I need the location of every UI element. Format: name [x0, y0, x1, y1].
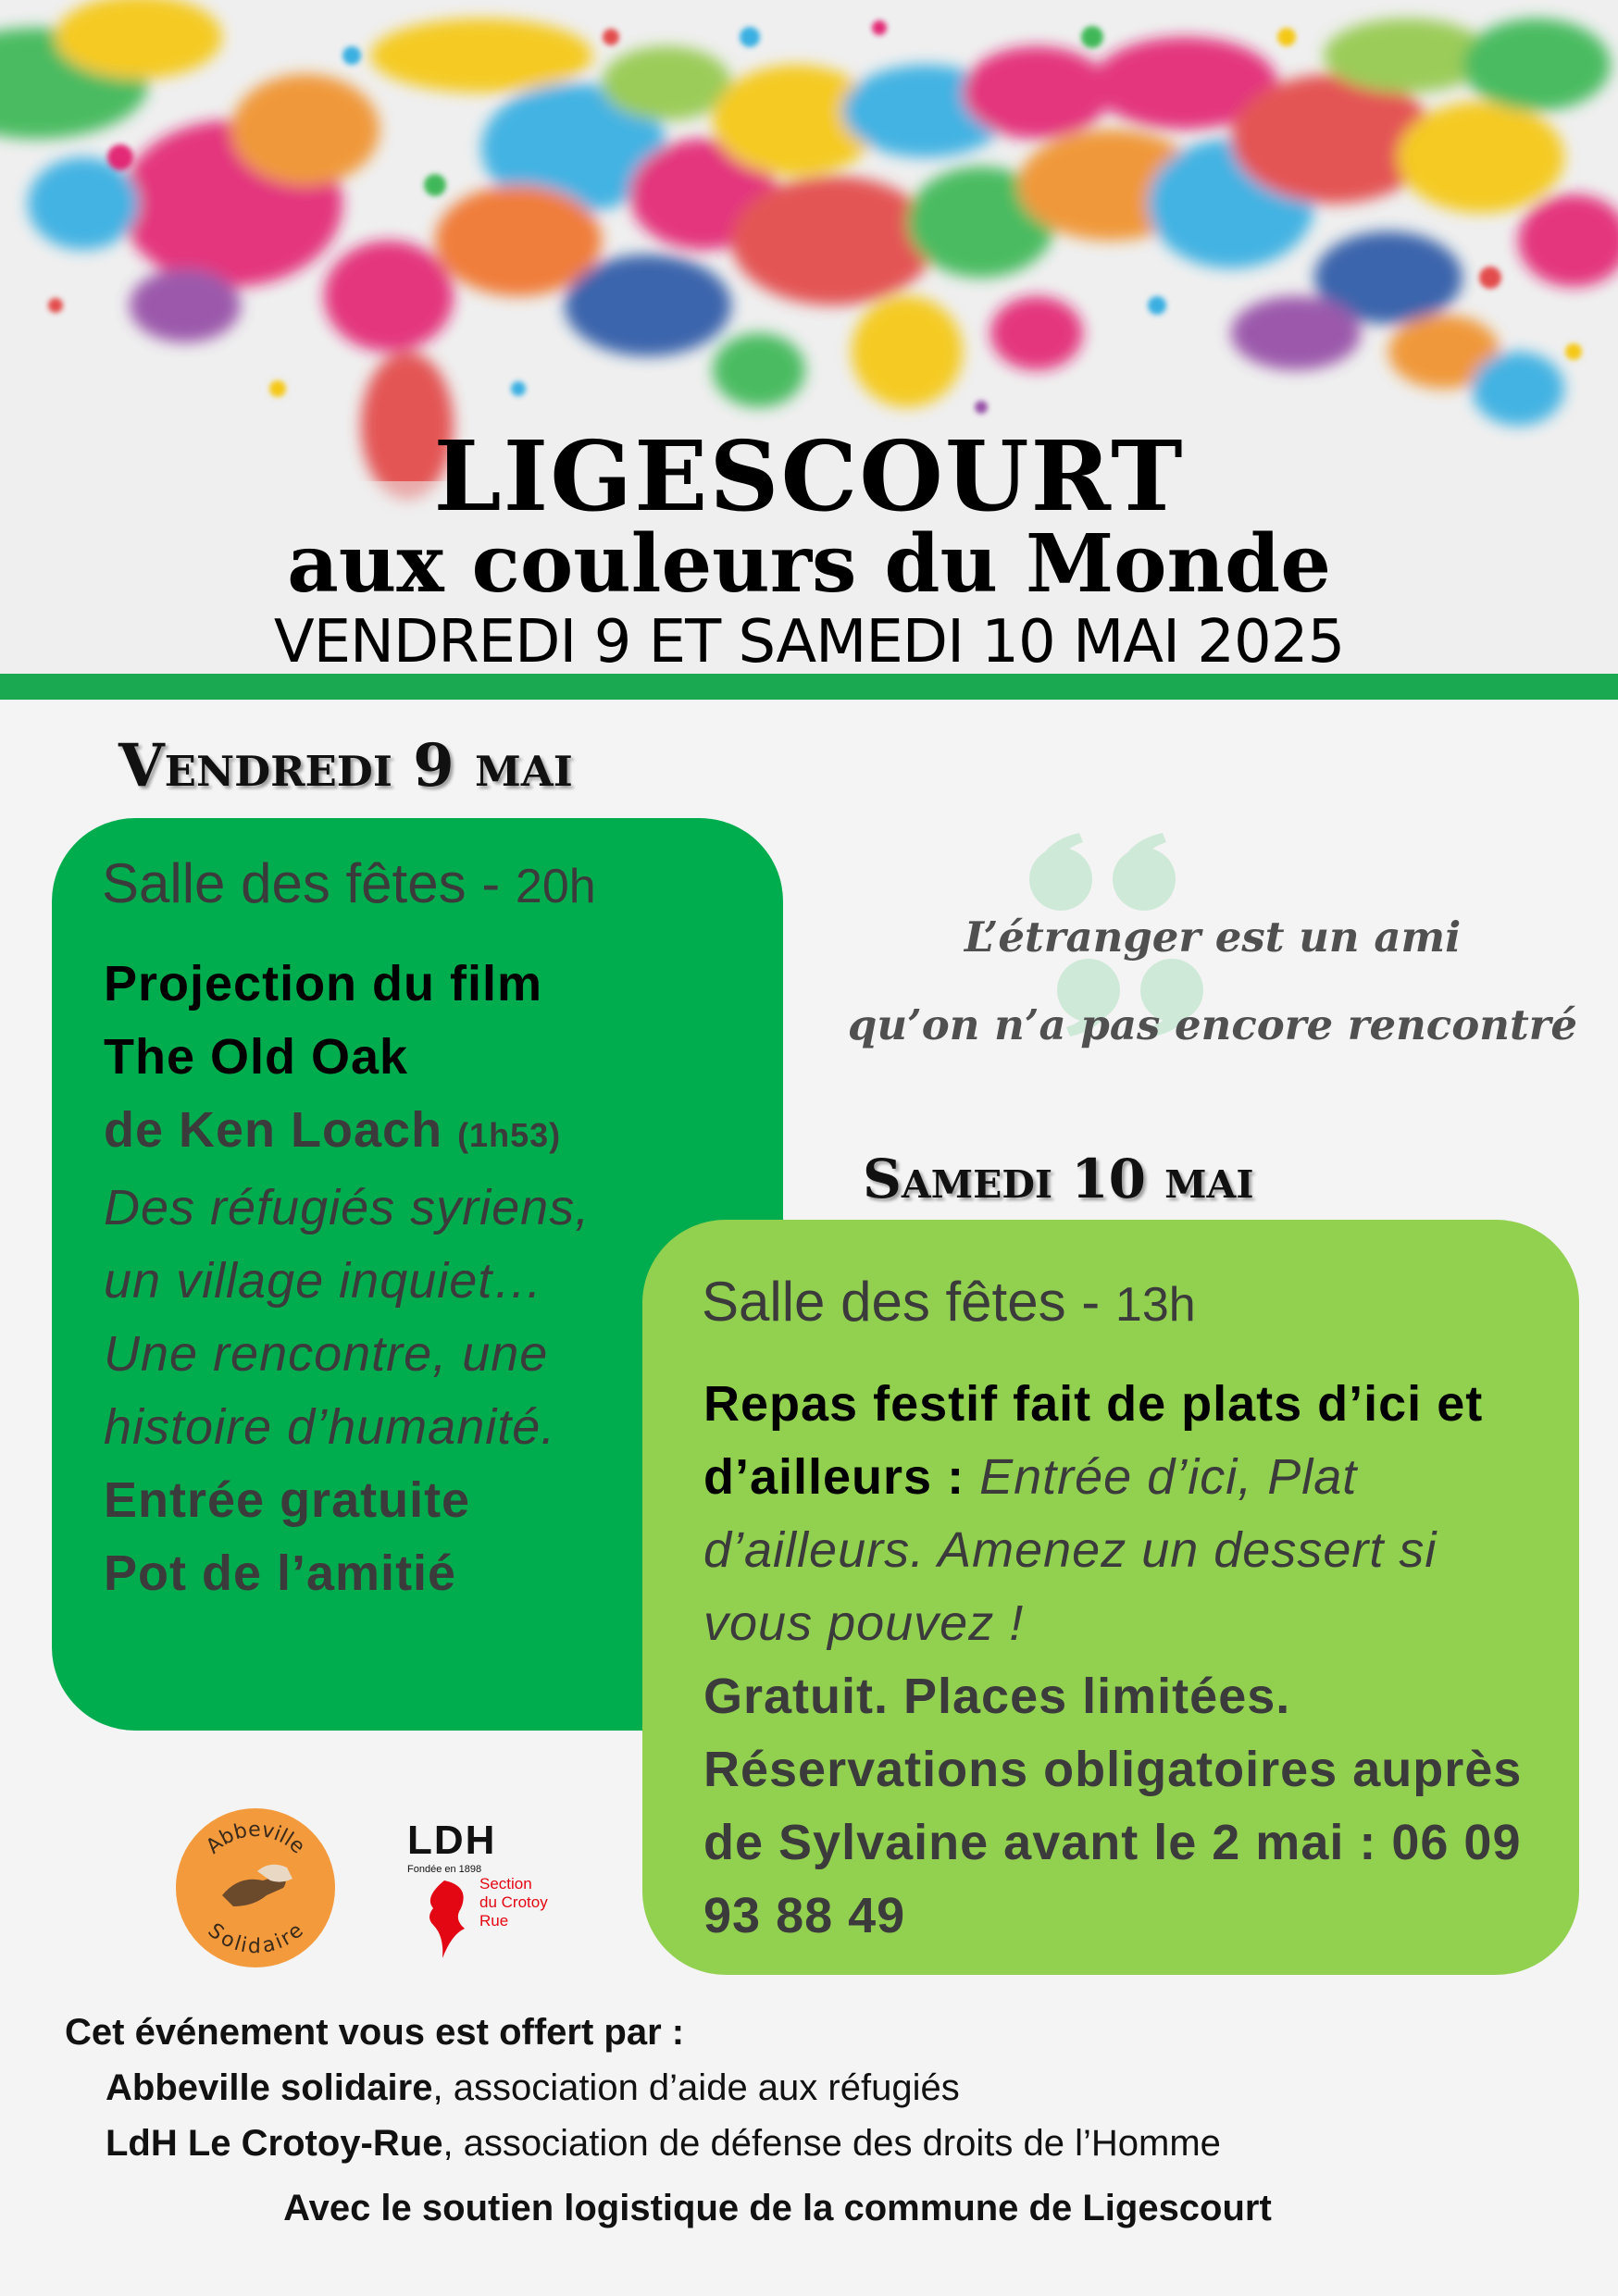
title-block: [0, 419, 1618, 674]
ldh-section-line-2: du Crotoy: [479, 1893, 548, 1911]
reservation-info: Gratuit. Places limitées. Réservations obligatoires auprès de Sylvaine avant le 2 mai : 06 09 93 88 49: [703, 1669, 1523, 1943]
saturday-card: [642, 1220, 1579, 1975]
page-title: LIGESCOURT: [433, 419, 1185, 533]
abbeville-logo-bottom-text: Solidaire: [203, 1918, 308, 1959]
saturday-details: [703, 1368, 1555, 1953]
film-director: [104, 1094, 770, 1172]
sponsor-1-name: Abbeville solidaire: [106, 2067, 433, 2108]
film-title: The Old Oak: [104, 1029, 409, 1085]
ldh-section-line-1: Section: [479, 1875, 532, 1893]
page-subtitle: aux couleurs du Monde: [287, 517, 1331, 611]
abbeville-logo-top-text: Abbeville: [202, 1818, 309, 1859]
quote-line-2: qu’on n’a pas encore rencontré: [847, 1000, 1578, 1049]
ldh-letters: LDH: [407, 1818, 497, 1863]
saturday-heading: Samedi 10 mai: [863, 1148, 1254, 1210]
ldh-section-line-3: Rue: [479, 1912, 509, 1930]
abbeville-solidaire-logo: [174, 1806, 337, 1969]
quote-line-1: L’étranger est un ami: [964, 912, 1462, 962]
sponsor-2-name: LdH Le Crotoy-Rue: [106, 2123, 443, 2164]
friday-time: 20h: [515, 860, 596, 913]
sponsor-1-description: , association d’aide aux réfugiés: [432, 2067, 960, 2108]
film-projection-line: Projection du film: [104, 956, 543, 1011]
film-description-4: histoire d’humanité.: [104, 1399, 556, 1455]
ldh-founded: Fondée en 1898: [407, 1864, 482, 1875]
film-description-2: un village inquiet…: [104, 1253, 544, 1309]
ldh-emblem-icon: [424, 1880, 476, 1958]
film-director-text: de Ken Loach: [104, 1102, 458, 1158]
logistic-support: Avec le soutien logistique de la commune de Ligescourt: [283, 2188, 1272, 2228]
friday-venue-label: Salle des fêtes -: [102, 852, 516, 914]
event-dates: VENDREDI 9 ET SAMEDI 10 MAI 2025: [273, 608, 1345, 674]
friendship-drink: Pot de l’amitié: [104, 1545, 457, 1601]
header-banner: [0, 0, 1618, 674]
meal-description: Entrée d’ici, Plat d’ailleurs. Amenez un dessert si vous pouvez !: [703, 1449, 1438, 1651]
free-entry: Entrée gratuite: [104, 1472, 471, 1528]
saturday-time: 13h: [1114, 1278, 1196, 1332]
sponsor-2: [65, 2116, 1583, 2171]
ldh-section: [479, 1875, 581, 1930]
green-divider: [0, 674, 1618, 700]
saturday-venue-label: Salle des fêtes -: [702, 1271, 1115, 1333]
saturday-venue: [702, 1270, 1196, 1334]
film-duration: (1h53): [457, 1116, 562, 1154]
footer-heading: Cet événement vous est offert par :: [65, 2012, 685, 2053]
quote: [815, 893, 1611, 1069]
film-description-1: Des réfugiés syriens,: [104, 1180, 591, 1235]
footer: [65, 2004, 1583, 2236]
meal-title: Repas festif fait de plats d’ici et d’ailleurs :: [703, 1376, 1484, 1505]
friday-venue: [102, 851, 596, 915]
ldh-logo: [407, 1818, 592, 1966]
friday-heading: Vendredi 9 mai: [118, 731, 573, 800]
sponsor-1: [65, 2060, 1583, 2116]
sponsor-2-description: , association de défense des droits de l’Homme: [442, 2123, 1221, 2164]
film-description-3: Une rencontre, une: [104, 1326, 549, 1382]
